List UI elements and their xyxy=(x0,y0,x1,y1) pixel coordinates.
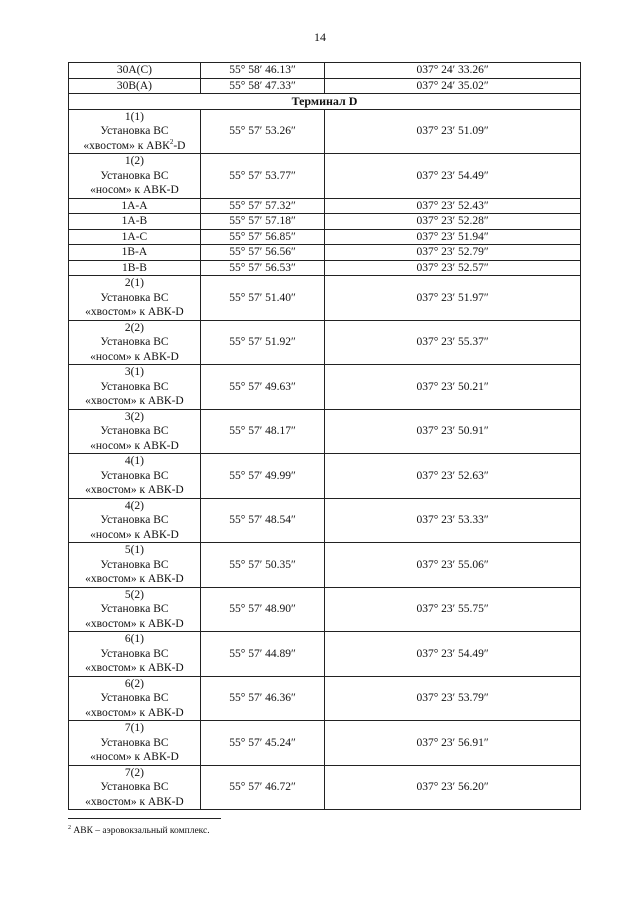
table-row xyxy=(69,276,581,321)
stand-number: 3(1) xyxy=(124,366,145,378)
stand-label: Установка ВС xyxy=(100,125,169,137)
stand-cell xyxy=(69,109,201,154)
footnote-mark: 2 xyxy=(68,824,71,831)
table-row xyxy=(69,109,581,154)
orientation-text: «хвостом» к АВК-D xyxy=(85,484,184,496)
stand-label: Установка ВС xyxy=(100,425,169,437)
stand-cell: 1A-A xyxy=(69,198,201,214)
table-row xyxy=(69,676,581,721)
footnote-ref: 2 xyxy=(169,137,174,146)
stand-orientation xyxy=(71,483,198,498)
stand-label: Установка ВС xyxy=(100,291,169,304)
stand-cell xyxy=(69,765,201,810)
table-row xyxy=(69,632,581,677)
longitude: 037° 23′ 55.75″ xyxy=(325,587,581,632)
latitude: 55° 57′ 46.36″ xyxy=(200,676,324,721)
table-row xyxy=(69,63,581,79)
stand-number: 6(2) xyxy=(124,677,145,690)
stand-cell: 1B-A xyxy=(69,245,201,261)
longitude: 037° 23′ 54.49″ xyxy=(325,632,581,677)
longitude: 037° 23′ 54.49″ xyxy=(325,154,581,199)
stand-label: Установка ВС xyxy=(100,469,169,482)
orientation-text: «носом» к АВК-D xyxy=(90,350,179,363)
table-row xyxy=(69,587,581,632)
stand-label: Установка ВС xyxy=(100,380,169,393)
stand-number: 5(2) xyxy=(124,588,145,601)
footnote-text: АВК – аэровокзальный комплекс. xyxy=(71,826,210,836)
stand-cell xyxy=(69,632,201,677)
table-row xyxy=(69,409,581,454)
orientation-text: «хвостом» к АВК xyxy=(83,139,170,152)
longitude: 037° 23′ 51.97″ xyxy=(325,276,581,321)
table-row xyxy=(69,154,581,199)
longitude: 037° 23′ 55.37″ xyxy=(325,320,581,365)
stand-label: Установка ВС xyxy=(100,558,169,571)
stand-orientation xyxy=(71,350,198,365)
orientation-text: «хвостом» к АВК-D xyxy=(85,795,184,808)
orientation-text: «носом» к АВК-D xyxy=(90,184,179,196)
latitude: 55° 57′ 57.18″ xyxy=(200,214,324,230)
stand-number: 2(1) xyxy=(124,277,145,289)
stand-number: 7(2) xyxy=(124,766,145,779)
stand-number: 6(1) xyxy=(124,633,145,645)
latitude: 55° 57′ 49.63″ xyxy=(200,365,324,410)
stand-id: 30A(C) xyxy=(69,63,201,79)
stand-orientation xyxy=(71,661,198,676)
stand-orientation xyxy=(71,305,198,320)
orientation-suffix: -D xyxy=(173,139,186,152)
latitude: 55° 57′ 44.89″ xyxy=(200,632,324,677)
table-row xyxy=(69,320,581,365)
stand-orientation xyxy=(71,795,198,810)
latitude: 55° 57′ 57.32″ xyxy=(200,198,324,214)
stand-cell: 1B-B xyxy=(69,260,201,276)
orientation-text: «хвостом» к АВК-D xyxy=(85,306,184,318)
stand-orientation xyxy=(71,183,198,198)
latitude: 55° 57′ 56.53″ xyxy=(200,260,324,276)
latitude: 55° 57′ 50.35″ xyxy=(200,543,324,588)
latitude: 55° 57′ 48.17″ xyxy=(200,409,324,454)
footnote xyxy=(68,826,210,836)
stand-cell xyxy=(69,498,201,543)
table-row xyxy=(69,543,581,588)
longitude: 037° 23′ 52.57″ xyxy=(325,260,581,276)
longitude: 037° 23′ 53.79″ xyxy=(325,676,581,721)
longitude: 037° 23′ 56.91″ xyxy=(325,721,581,766)
latitude: 55° 57′ 53.26″ xyxy=(200,109,324,154)
longitude: 037° 23′ 52.79″ xyxy=(325,245,581,261)
stand-orientation xyxy=(71,706,198,721)
orientation-text: «носом» к АВК-D xyxy=(90,528,179,541)
stand-cell: 1A-C xyxy=(69,229,201,245)
orientation-text: «хвостом» к АВК-D xyxy=(85,573,184,585)
stand-orientation xyxy=(71,528,198,543)
longitude: 037° 23′ 56.20″ xyxy=(325,765,581,810)
stand-number: 2(2) xyxy=(124,321,145,334)
stand-cell xyxy=(69,320,201,365)
stand-label: Установка ВС xyxy=(100,781,169,793)
longitude: 037° 24′ 33.26″ xyxy=(325,63,581,79)
stand-label: Установка ВС xyxy=(100,169,169,182)
longitude: 037° 23′ 51.09″ xyxy=(325,109,581,154)
section-title: Терминал D xyxy=(69,94,581,110)
stand-cell xyxy=(69,154,201,199)
stand-id: 30B(A) xyxy=(69,78,201,94)
stand-cell xyxy=(69,409,201,454)
longitude: 037° 23′ 53.33″ xyxy=(325,498,581,543)
stand-cell xyxy=(69,276,201,321)
longitude: 037° 23′ 51.94″ xyxy=(325,229,581,245)
table-row xyxy=(69,498,581,543)
latitude: 55° 57′ 48.54″ xyxy=(200,498,324,543)
latitude: 55° 57′ 46.72″ xyxy=(200,765,324,810)
stand-orientation xyxy=(71,439,198,454)
stand-cell xyxy=(69,721,201,766)
longitude: 037° 23′ 52.28″ xyxy=(325,214,581,230)
longitude: 037° 23′ 50.91″ xyxy=(325,409,581,454)
stand-orientation xyxy=(71,750,198,765)
latitude: 55° 57′ 45.24″ xyxy=(200,721,324,766)
terminal-d-rows xyxy=(69,109,581,810)
orientation-text: «хвостом» к АВК-D xyxy=(85,617,184,630)
stand-number: 1(1) xyxy=(124,110,145,123)
latitude: 55° 57′ 56.85″ xyxy=(200,229,324,245)
stand-number: 7(1) xyxy=(124,722,145,734)
stand-number: 4(1) xyxy=(124,455,145,467)
table-row xyxy=(69,765,581,810)
latitude: 55° 57′ 48.90″ xyxy=(200,587,324,632)
latitude: 55° 58′ 46.13″ xyxy=(200,63,324,79)
orientation-text: «хвостом» к АВК-D xyxy=(85,395,184,407)
stand-label: Установка ВС xyxy=(100,336,169,348)
orientation-text: «носом» к АВК-D xyxy=(90,751,179,763)
orientation-text: «хвостом» к АВК-D xyxy=(85,706,184,719)
stand-number: 1(2) xyxy=(124,155,145,167)
stand-cell xyxy=(69,587,201,632)
stand-number: 4(2) xyxy=(124,499,145,512)
stand-cell xyxy=(69,543,201,588)
longitude: 037° 23′ 55.06″ xyxy=(325,543,581,588)
table-row xyxy=(69,229,581,245)
latitude: 55° 57′ 51.92″ xyxy=(200,320,324,365)
latitude: 55° 57′ 56.56″ xyxy=(200,245,324,261)
table-row xyxy=(69,214,581,230)
longitude: 037° 23′ 52.63″ xyxy=(325,454,581,499)
stand-orientation xyxy=(71,139,198,154)
page-number: 14 xyxy=(314,30,326,44)
table-row xyxy=(69,245,581,261)
stand-number: 5(1) xyxy=(124,544,145,556)
latitude: 55° 58′ 47.33″ xyxy=(200,78,324,94)
table-row xyxy=(69,260,581,276)
longitude: 037° 23′ 50.21″ xyxy=(325,365,581,410)
table-row xyxy=(69,721,581,766)
orientation-text: «носом» к АВК-D xyxy=(90,439,179,452)
orientation-text: «хвостом» к АВК-D xyxy=(85,662,184,674)
table-row xyxy=(69,198,581,214)
stand-orientation xyxy=(71,617,198,632)
stand-label: Установка ВС xyxy=(100,736,169,749)
stand-orientation xyxy=(71,394,198,409)
stand-label: Установка ВС xyxy=(100,514,169,526)
stand-label: Установка ВС xyxy=(100,603,169,615)
longitude: 037° 24′ 35.02″ xyxy=(325,78,581,94)
table-row xyxy=(69,365,581,410)
stand-cell xyxy=(69,365,201,410)
coordinates-table xyxy=(68,62,581,810)
latitude: 55° 57′ 49.99″ xyxy=(200,454,324,499)
stand-orientation xyxy=(71,572,198,587)
latitude: 55° 57′ 53.77″ xyxy=(200,154,324,199)
latitude: 55° 57′ 51.40″ xyxy=(200,276,324,321)
stand-label: Установка ВС xyxy=(100,692,169,704)
stand-cell xyxy=(69,676,201,721)
stand-number: 3(2) xyxy=(124,410,145,423)
footnote-divider xyxy=(68,818,221,819)
stand-cell: 1A-B xyxy=(69,214,201,230)
longitude: 037° 23′ 52.43″ xyxy=(325,198,581,214)
table-row xyxy=(69,454,581,499)
table-row xyxy=(69,78,581,94)
stand-label: Установка ВС xyxy=(100,647,169,660)
stand-cell xyxy=(69,454,201,499)
section-header-row xyxy=(69,94,581,110)
